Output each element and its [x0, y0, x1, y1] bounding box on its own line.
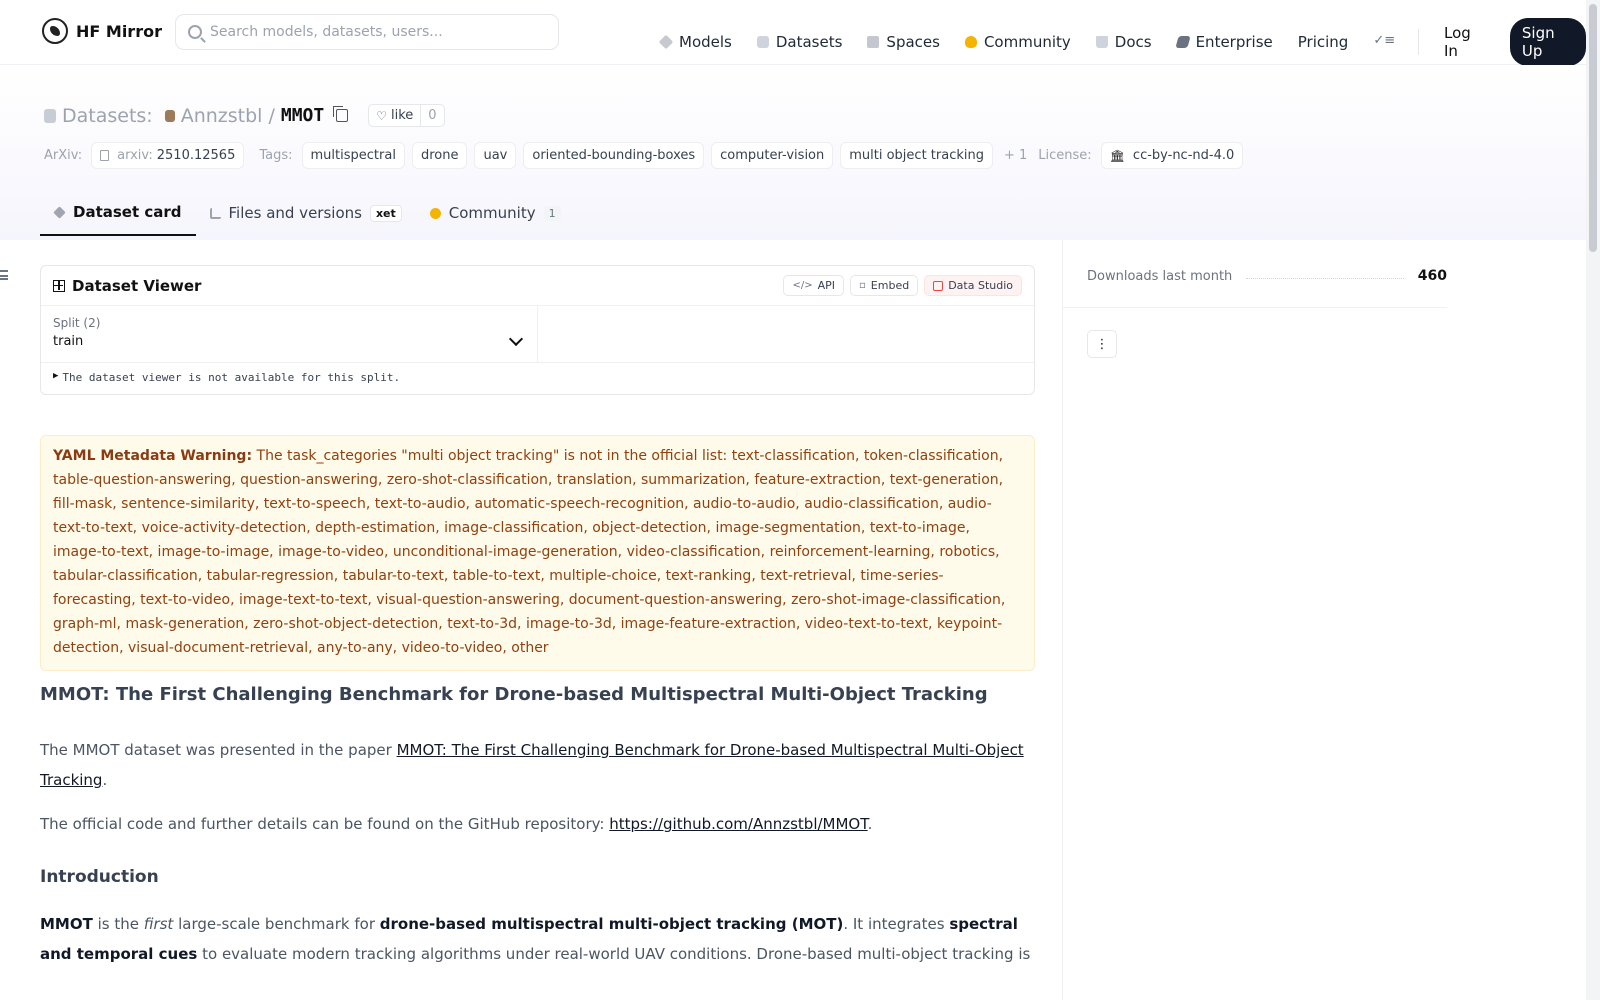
intro-bold-3: spectral and temporal cues	[40, 915, 1018, 963]
community-icon	[965, 36, 977, 48]
warning-text: The task_categories "multi object tracking" is not in the official list: text-classification, token-classification, table-question-answering, question-answering, zero-shot-classification, translation, summarization, feature-extraction, text-generation, fill-mask, sentence-similarity, text-to-speech, text-to-audio, automatic-speech-recognition, audio-to-audio, audio-classification, audio-text-to-text, voice-activity-detection, depth-estimation, image-classification, object-detection, image-segmentation, text-to-image, image-to-text, image-to-image, image-to-video, unconditional-image-generation, video-classification, reinforcement-learning, robotics, tabular-classification, tabular-regression, tabular-to-text, table-to-text, multiple-choice, text-ranking, text-retrieval, time-series-forecasting, text-to-video, image-text-to-text, visual-question-answering, document-question-answering, zero-shot-image-classification, graph-ml, mask-generation, zero-shot-object-detection, text-to-3d, image-to-3d, image-feature-extraction, video-text-to-text, keypoint-detection, visual-document-retrieval, any-to-any, video-to-video, other	[53, 448, 1006, 656]
like-count[interactable]: 0	[428, 108, 437, 123]
search-icon	[188, 25, 202, 39]
downloads-row	[1087, 268, 1447, 284]
scrollbar-thumb[interactable]	[1589, 4, 1597, 252]
copy-icon[interactable]	[336, 109, 348, 122]
top-navigation-bar	[0, 0, 1586, 65]
tag-chip[interactable]: multi object tracking	[840, 142, 993, 169]
table-icon	[53, 280, 65, 292]
repo-tabs	[40, 190, 575, 236]
more-options-button[interactable]	[1087, 330, 1117, 358]
nav-community-label: Community	[983, 33, 1071, 51]
signup-button[interactable]: Sign Up	[1510, 18, 1586, 66]
tags-label: Tags:	[259, 148, 293, 163]
community-icon	[430, 208, 441, 219]
intro-text-4: to evaluate modern tracking algorithms under real-world UAV conditions. Drone-based multi-object tracking is	[197, 945, 1031, 963]
data-studio-icon	[933, 281, 943, 291]
yaml-metadata-warning	[40, 435, 1035, 671]
tag-chip[interactable]: drone	[412, 142, 468, 169]
tab-dataset-card-label: Dataset card	[73, 203, 182, 221]
like-main[interactable]	[369, 105, 421, 126]
grid-icon	[867, 36, 879, 48]
repo-title	[44, 104, 445, 127]
login-link[interactable]: Log In	[1443, 24, 1471, 60]
code-icon: </>	[792, 280, 813, 291]
intro-bold-1: MMOT	[40, 915, 93, 933]
hf-mirror-logo-icon	[42, 18, 68, 44]
heart-icon: ♡	[376, 108, 387, 123]
bank-icon: 🏛	[1109, 148, 1125, 163]
intro-italic-1: first	[143, 915, 174, 933]
viewer-unavailable-note[interactable]	[41, 363, 1034, 392]
card-paragraph	[40, 735, 1035, 795]
api-button[interactable]	[783, 275, 844, 296]
tab-dataset-card[interactable]	[40, 190, 196, 236]
downloads-value: 460	[1417, 268, 1447, 284]
repo-owner-link[interactable]: Annzstbl	[180, 104, 263, 127]
like-label: like	[391, 108, 414, 123]
repo-slash: /	[268, 104, 275, 127]
book-icon	[1096, 36, 1108, 48]
files-icon	[210, 208, 221, 219]
viewer-header	[41, 266, 1034, 306]
intro-text-1: is the	[92, 915, 144, 933]
split-value: train	[53, 334, 84, 349]
nav-spaces-label: Spaces	[886, 33, 940, 51]
nav-spaces[interactable]	[867, 33, 940, 51]
data-studio-label: Data Studio	[948, 279, 1013, 292]
sidebar-toggle-icon[interactable]	[0, 270, 8, 280]
dataset-card-content	[40, 684, 1035, 969]
dataset-viewer	[40, 265, 1035, 395]
nav-pricing-label: Pricing	[1297, 33, 1349, 51]
embed-label: Embed	[870, 279, 910, 292]
p1-prefix: The MMOT dataset was presented in the paper	[40, 741, 397, 759]
page-scrollbar[interactable]	[1586, 0, 1600, 1000]
nav-pricing[interactable]	[1298, 33, 1349, 51]
more-tags-button[interactable]: + 1	[1004, 148, 1028, 163]
introduction-heading: Introduction	[40, 867, 159, 887]
nav-divider	[1418, 29, 1419, 55]
database-icon	[757, 36, 769, 48]
tag-chip[interactable]: uav	[474, 142, 516, 169]
downloads-label: Downloads last month	[1087, 268, 1233, 284]
nav-models-label: Models	[679, 33, 732, 51]
nav-docs[interactable]	[1096, 33, 1152, 51]
owner-avatar-icon	[165, 110, 175, 122]
document-icon	[100, 150, 109, 161]
intro-bold-2: drone-based multispectral multi-object tracking (MOT)	[379, 915, 844, 933]
license-chip[interactable]	[1101, 142, 1244, 169]
tag-chip[interactable]: oriented-bounding-boxes	[523, 142, 704, 169]
search-input[interactable]	[210, 24, 540, 40]
license-label: License:	[1038, 148, 1092, 163]
kebab-icon: ⋮	[1095, 336, 1109, 352]
brand-link[interactable]	[42, 18, 162, 44]
intro-text-2: large-scale benchmark for	[173, 915, 380, 933]
repo-type-label[interactable]: Datasets:	[62, 104, 153, 127]
github-link[interactable]: https://github.com/Annzstbl/MMOT	[609, 815, 868, 833]
viewer-actions	[783, 275, 1022, 296]
p2-prefix: The official code and further details can be found on the GitHub repository:	[40, 815, 610, 833]
nav-models[interactable]	[660, 33, 732, 51]
nav-docs-label: Docs	[1114, 33, 1152, 51]
viewer-title: Dataset Viewer	[72, 276, 202, 295]
database-icon	[44, 109, 56, 123]
nav-enterprise[interactable]	[1177, 33, 1273, 51]
tag-chip[interactable]: computer-vision	[711, 142, 833, 169]
split-label: Split (2)	[53, 316, 101, 330]
arxiv-label: ArXiv:	[44, 148, 83, 163]
p2-suffix: .	[867, 815, 873, 833]
tag-chip[interactable]: multispectral	[302, 142, 405, 169]
nav-datasets[interactable]	[757, 33, 843, 51]
p1-suffix: .	[102, 771, 108, 789]
disclosure-triangle-icon: ▶	[53, 371, 59, 381]
embed-button[interactable]	[850, 275, 918, 296]
nav-datasets-label: Datasets	[775, 33, 843, 51]
embed-icon: ▫	[859, 280, 866, 291]
tab-files-and-versions[interactable]	[196, 190, 416, 236]
tag-row	[44, 142, 1243, 169]
data-studio-button[interactable]	[924, 275, 1022, 296]
card-title: MMOT: The First Challenging Benchmark for Drone-based Multispectral Multi-Object Tracking	[40, 684, 988, 705]
more-menu-icon[interactable]	[1373, 36, 1393, 48]
paper-link[interactable]: MMOT: The First Challenging Benchmark for Drone-based Multispectral Multi-Object Tracking	[40, 741, 1024, 789]
introduction-paragraph	[40, 909, 1035, 969]
arxiv-prefix: arxiv:	[117, 148, 153, 163]
arxiv-chip[interactable]	[91, 142, 244, 169]
brand-name: HF Mirror	[76, 21, 162, 41]
intro-text-3: . It integrates	[843, 915, 950, 933]
nav-enterprise-label: Enterprise	[1195, 33, 1273, 51]
community-count-badge: 1	[544, 206, 561, 221]
warning-title: YAML Metadata Warning:	[53, 448, 253, 464]
viewer-note-text: The dataset viewer is not available for this split.	[62, 371, 401, 384]
arxiv-id: 2510.12565	[156, 148, 236, 163]
nav-community[interactable]	[965, 33, 1071, 51]
enterprise-icon	[1175, 36, 1190, 48]
tab-files-label: Files and versions	[228, 204, 362, 222]
search-box[interactable]	[175, 14, 559, 50]
split-select[interactable]	[41, 306, 538, 362]
repo-name-link[interactable]: MMOT	[280, 105, 325, 126]
xet-badge: xet	[370, 205, 402, 222]
tab-community-label: Community	[448, 204, 536, 222]
main-nav	[660, 18, 1586, 66]
downloads-sparkline	[1246, 273, 1403, 279]
cube-icon	[659, 35, 673, 49]
api-label: API	[817, 279, 836, 292]
split-row	[41, 306, 1034, 363]
tab-community[interactable]	[416, 190, 575, 236]
sidebar-divider	[1063, 307, 1447, 308]
like-button[interactable]	[368, 104, 444, 127]
card-paragraph	[40, 809, 1035, 839]
license-value: cc-by-nc-nd-4.0	[1132, 148, 1235, 163]
cube-icon	[53, 206, 65, 218]
right-sidebar	[1062, 240, 1597, 1000]
